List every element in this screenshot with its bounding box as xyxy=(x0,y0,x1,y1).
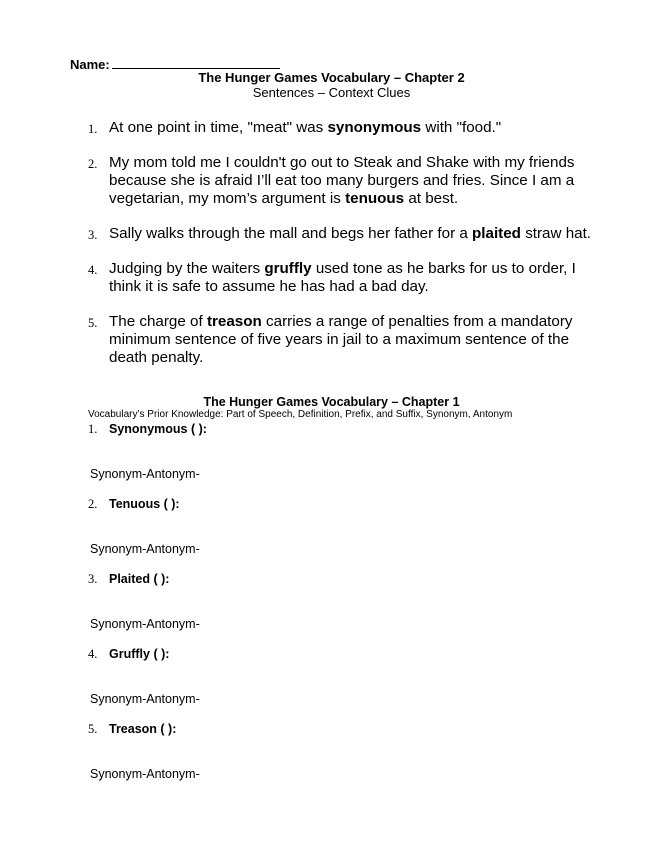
name-label: Name: xyxy=(70,57,110,72)
sentence-number: 4. xyxy=(88,263,98,277)
name-blank[interactable] xyxy=(112,56,280,69)
vocab-item xyxy=(88,722,176,737)
sentence-text: My mom told me I couldn't go out to Steak and Shake with my friends because she is afraid I’ll eat too many burgers and fries. Since I am a vegetarian, my mom’s argument is xyxy=(109,154,575,207)
vocab-word: gruffly xyxy=(264,260,312,277)
sentence-item xyxy=(88,225,608,243)
sentence-number: 3. xyxy=(88,228,98,242)
vocab-number: 3. xyxy=(88,572,98,586)
sentence-text: carries a range of penalties from a mandatory minimum sentence of five years in jail to a maximum sentence of the death penalty. xyxy=(109,313,573,366)
chapter-1-subtitle: Vocabulary’s Prior Knowledge: Part of Speech, Definition, Prefix, and Suffix, Synonym, Antonym xyxy=(88,409,513,420)
sentence-item xyxy=(88,260,608,296)
vocab-word: synonymous xyxy=(327,119,422,136)
context-clue-sentences xyxy=(88,119,608,384)
sentence-text: Sally walks through the mall and begs her father for a xyxy=(109,225,473,242)
sentence-text: used tone as he barks for us to order, I think it is safe to assume he has had a bad day. xyxy=(109,260,576,295)
sentence-text: with "food." xyxy=(421,119,502,136)
vocab-label: Gruffly ( ): xyxy=(109,647,170,661)
sentence-item xyxy=(88,119,608,137)
vocab-label: Treason ( ): xyxy=(109,722,177,736)
vocab-word: tenuous xyxy=(345,190,405,207)
sentence-number: 1. xyxy=(88,122,98,136)
sentence-text: At one point in time, "meat" was xyxy=(109,119,328,136)
vocab-number: 2. xyxy=(88,497,98,511)
sentence-text: The charge of xyxy=(109,313,207,330)
vocab-item xyxy=(88,497,180,512)
chapter-1-title: The Hunger Games Vocabulary – Chapter 1 xyxy=(203,395,460,409)
synonym-antonym-line: Synonym-Antonym- xyxy=(90,692,200,706)
vocab-label: Tenuous ( ): xyxy=(109,497,180,511)
synonym-antonym-line: Synonym-Antonym- xyxy=(90,542,200,556)
vocab-word: treason xyxy=(206,313,262,330)
vocab-item xyxy=(88,647,169,662)
sentence-number: 5. xyxy=(88,316,98,330)
vocab-item xyxy=(88,422,207,437)
chapter-2-title: The Hunger Games Vocabulary – Chapter 2 xyxy=(198,70,465,85)
vocab-number: 1. xyxy=(88,422,98,436)
vocab-item xyxy=(88,572,169,587)
sentence-text: Judging by the waiters xyxy=(109,260,265,277)
vocab-label: Plaited ( ): xyxy=(109,572,170,586)
chapter-2-subtitle: Sentences – Context Clues xyxy=(252,85,411,100)
vocab-word: plaited xyxy=(472,225,521,242)
sentence-item xyxy=(88,154,608,208)
sentence-text: at best. xyxy=(404,190,459,207)
sentence-text: straw hat. xyxy=(520,225,592,242)
sentence-item xyxy=(88,313,608,367)
vocab-number: 5. xyxy=(88,722,98,736)
vocab-number: 4. xyxy=(88,647,98,661)
synonym-antonym-line: Synonym-Antonym- xyxy=(90,467,200,481)
synonym-antonym-line: Synonym-Antonym- xyxy=(90,767,200,781)
sentence-number: 2. xyxy=(88,157,98,171)
synonym-antonym-line: Synonym-Antonym- xyxy=(90,617,200,631)
vocab-label: Synonymous ( ): xyxy=(109,422,207,436)
